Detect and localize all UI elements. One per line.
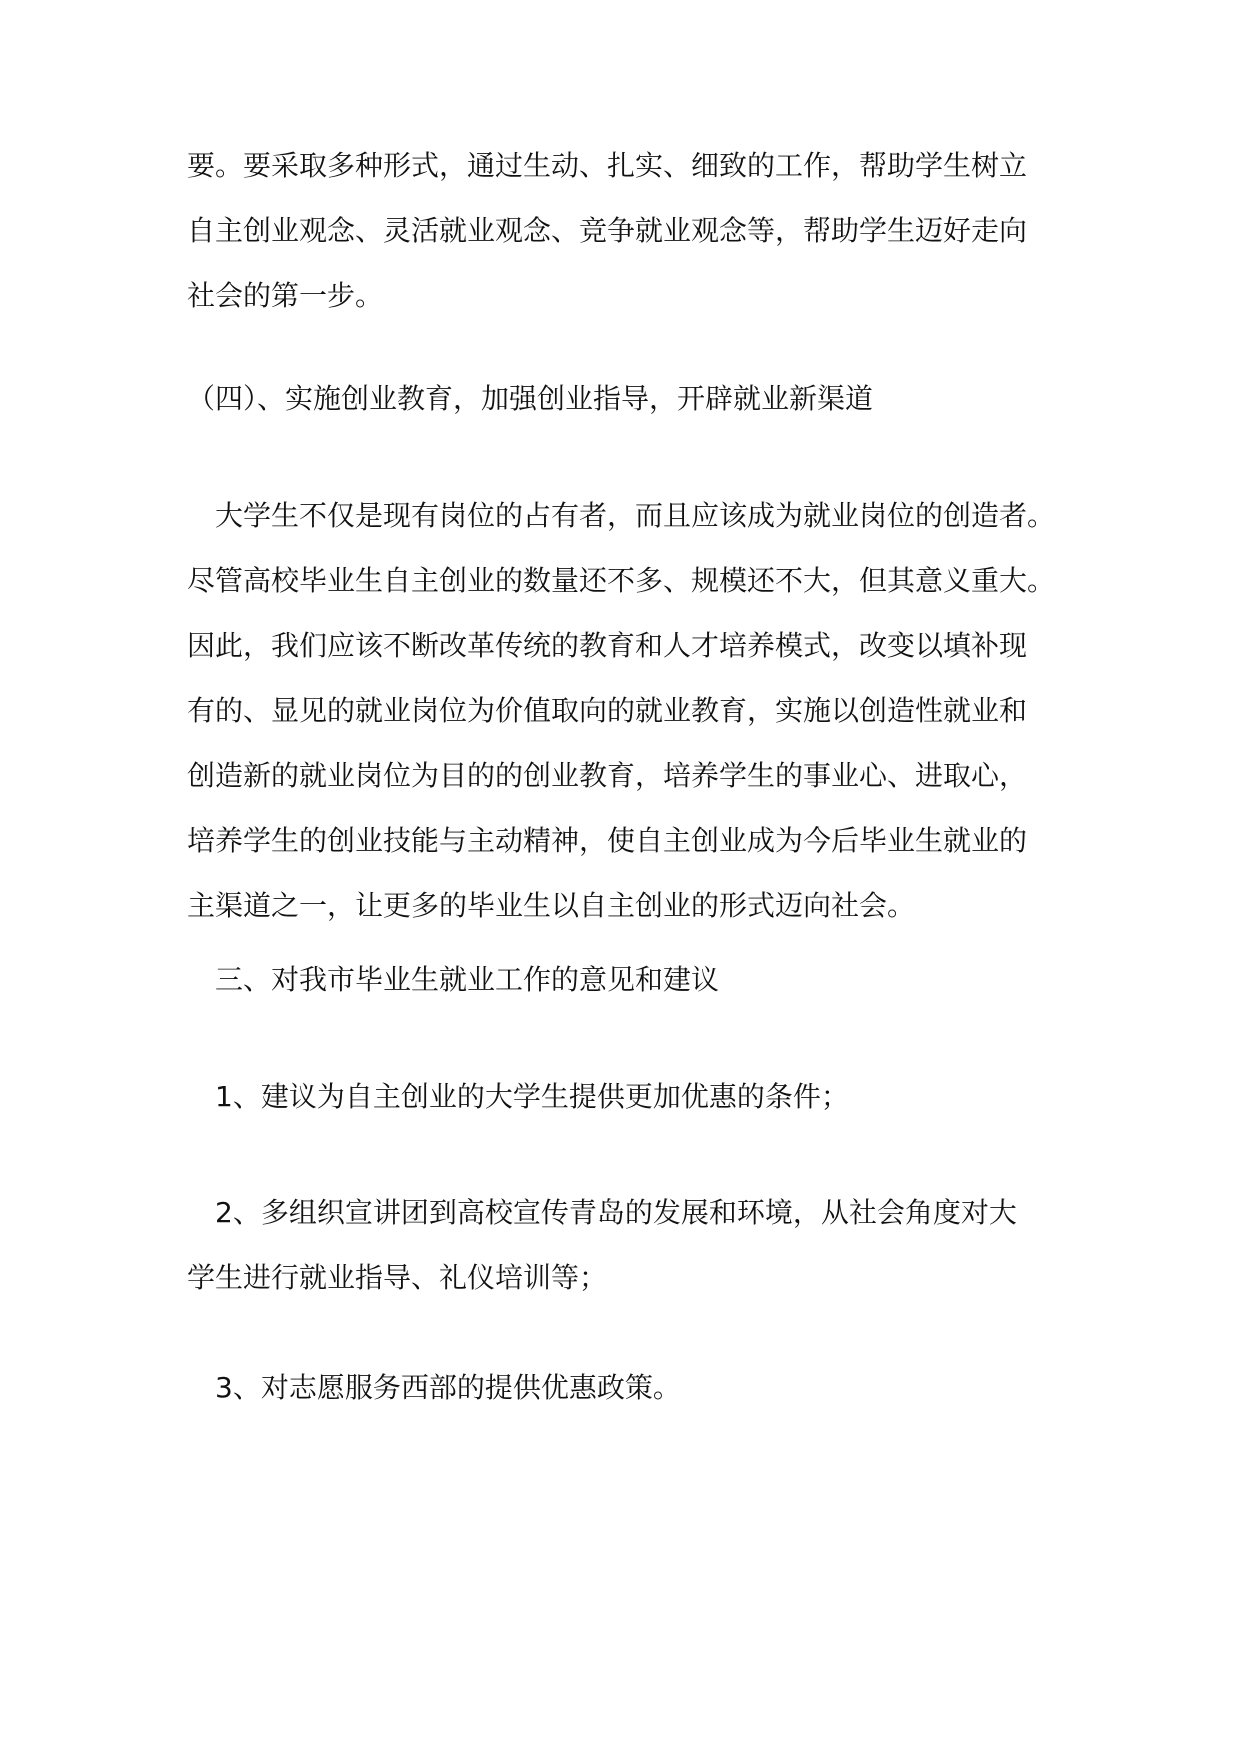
list-item xyxy=(187,1064,1087,1129)
text-line: 培养学生的创业技能与主动精神，使自主创业成为今后毕业生就业的 xyxy=(187,824,1028,857)
text-line: 因此，我们应该不断改革传统的教育和人才培养模式，改变以填补现 xyxy=(187,629,1028,662)
heading-line: （四）、实施创业教育，加强创业指导，开辟就业新渠道 xyxy=(187,382,874,415)
section-heading xyxy=(187,366,1087,431)
text-line: 有的、显见的就业岗位为价值取向的就业教育，实施以创造性就业和 xyxy=(187,694,1028,727)
paragraph-body xyxy=(187,483,1087,938)
text-line: 自主创业观念、灵活就业观念、竞争就业观念等，帮助学生迈好走向 xyxy=(187,214,1028,247)
paragraph-continuation xyxy=(187,133,1087,328)
heading-line: 三、对我市毕业生就业工作的意见和建议 xyxy=(215,963,720,996)
text-line: 1、建议为自主创业的大学生提供更加优惠的条件； xyxy=(215,1080,849,1113)
text-line: 学生进行就业指导、礼仪培训等； xyxy=(187,1261,608,1294)
text-line: 尽管高校毕业生自主创业的数量还不多、规模还不大，但其意义重大。 xyxy=(187,564,1056,597)
list-item xyxy=(187,1180,1087,1310)
text-line: 大学生不仅是现有岗位的占有者，而且应该成为就业岗位的创造者。 xyxy=(215,499,1056,532)
text-line: 要。要采取多种形式，通过生动、扎实、细致的工作，帮助学生树立 xyxy=(187,149,1028,182)
text-line: 创造新的就业岗位为目的的创业教育，培养学生的事业心、进取心， xyxy=(187,759,1028,792)
text-line: 社会的第一步。 xyxy=(187,279,384,312)
text-line: 主渠道之一，让更多的毕业生以自主创业的形式迈向社会。 xyxy=(187,889,916,922)
text-line: 2、多组织宣讲团到高校宣传青岛的发展和环境，从社会角度对大 xyxy=(215,1196,1017,1229)
section-heading xyxy=(187,947,1087,1012)
text-line: 3、对志愿服务西部的提供优惠政策。 xyxy=(215,1371,681,1404)
list-item xyxy=(187,1355,1087,1420)
